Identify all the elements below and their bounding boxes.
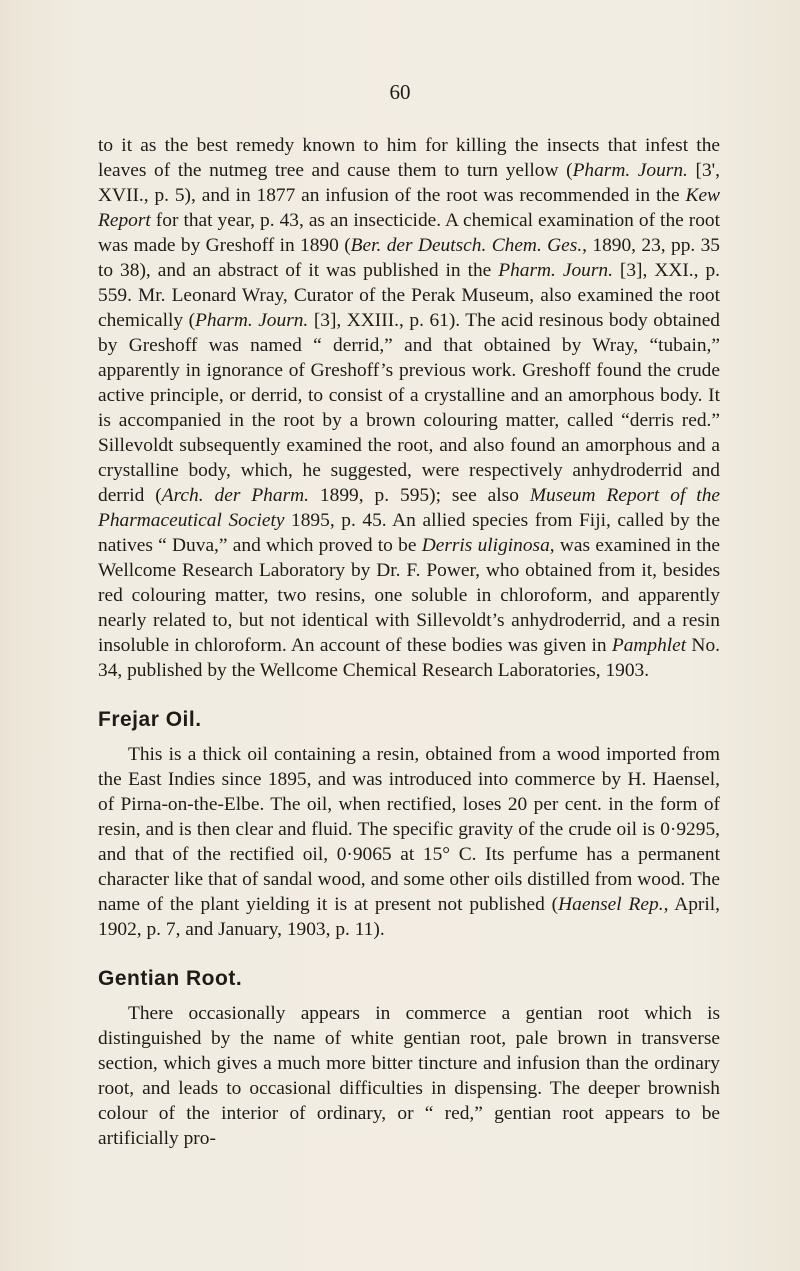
citation-italic: Kew Report <box>98 185 720 231</box>
citation-italic: Arch. der Pharm. <box>161 485 309 506</box>
citation-italic: Ber. der Deutsch. Chem. Ges. <box>350 235 583 256</box>
citation-italic: Haensel Rep. <box>558 894 664 915</box>
citation-italic: Pharm. Journ. <box>195 310 309 331</box>
text-run: 1895, p. 45. An allied species from Fiji, called by the natives “ Duva,” and which proved to be <box>98 510 720 556</box>
page-number: 60 <box>389 80 411 104</box>
section-heading-gentian-root: Gentian Root. <box>98 967 243 990</box>
text-run: This is a thick oil containing a resin, obtained from a wood imported from the East Indies since 1895, and was introduced into commerce by H. Haensel, of Pirna-on-the-Elbe. The oil, when rectified, loses 20 per cent. in the form of resin, and is then clear and fluid. The specific gravity of the crude oil is 0·9295, and that of the rectified oil, 0·9065 at 15° C. Its perfume has a permanent character like that of sandal wood, and some other oils distilled from wood. The name of the plant yielding it is at present not published ( <box>98 744 720 915</box>
citation-italic: Pharm. Journ. <box>498 260 613 281</box>
section-heading-frejar-oil: Frejar Oil. <box>98 708 202 731</box>
text-run: [3', XVII., p. 5), and in 1877 an infusion of the root was recommended in the <box>98 160 720 206</box>
paragraph-gentian-root <box>98 1001 720 1151</box>
text-run: 1899, p. 595); see also <box>308 485 530 506</box>
citation-italic: Pharm. Journ. <box>572 160 688 181</box>
text-run: No. 34, published by the Wellcome Chemical Research Laboratories, 1903. <box>98 635 720 681</box>
citation-italic: Museum Report of the Pharmaceutical Society <box>98 485 720 531</box>
text-run: [3], XXIII., p. 61). The acid resinous body obtained by Greshoff was named “ derrid,” and that obtained by Wray, “tubain,” apparently in ignorance of Greshoff’s previous work. Greshoff found the crude active principle, or derrid, to consist of a crystalline and an amorphous body. It is accompanied in the root by a brown colouring matter, called “derris red.” Sillevoldt subsequently examined the root, and also found an amorphous and a crystalline body, which, he suggested, were respectively anhydroderrid and derrid ( <box>98 310 721 506</box>
text-run: , April, 1902, p. 7, and January, 1903, p. 11). <box>98 894 720 940</box>
species-name-italic: Derris uliginosa <box>421 535 550 556</box>
text-run: to it as the best remedy known to him for killing the insects that infest the leaves of the nutmeg tree and cause them to turn yellow ( <box>98 135 720 181</box>
text-run: [3], XXI., p. 559. Mr. Leonard Wray, Curator of the Perak Museum, also examined the root chemically ( <box>98 260 720 331</box>
text-run: for that year, p. 43, as an insecticide. A chemical examination of the root was made by Greshoff in 1890 ( <box>98 210 720 256</box>
text-run: There occasionally appears in commerce a gentian root which is distinguished by the name of white gentian root, pale brown in transverse section, which gives a much more bitter tincture and infusion than the ordinary root, and leads to occasional difficulties in dispensing. The deeper brownish colour of the interior of ordinary, or “ red,” gentian root appears to be artificially pro- <box>98 1003 720 1149</box>
paragraph-frejar-oil <box>98 742 720 942</box>
text-run: , was examined in the Wellcome Research Laboratory by Dr. F. Power, who obtained from it, besides red colouring matter, two resins, one soluble in chloroform, and apparently nearly related to, but not identical with Sillevoldt’s anhydroderrid, and a resin insoluble in chloroform. An account of these bodies was given in <box>98 535 720 656</box>
text-run: , 1890, 23, pp. 35 to 38), and an abstract of it was published in the <box>98 235 720 281</box>
paragraph-derris-root <box>98 133 720 683</box>
citation-italic: Pamphlet <box>611 635 687 656</box>
